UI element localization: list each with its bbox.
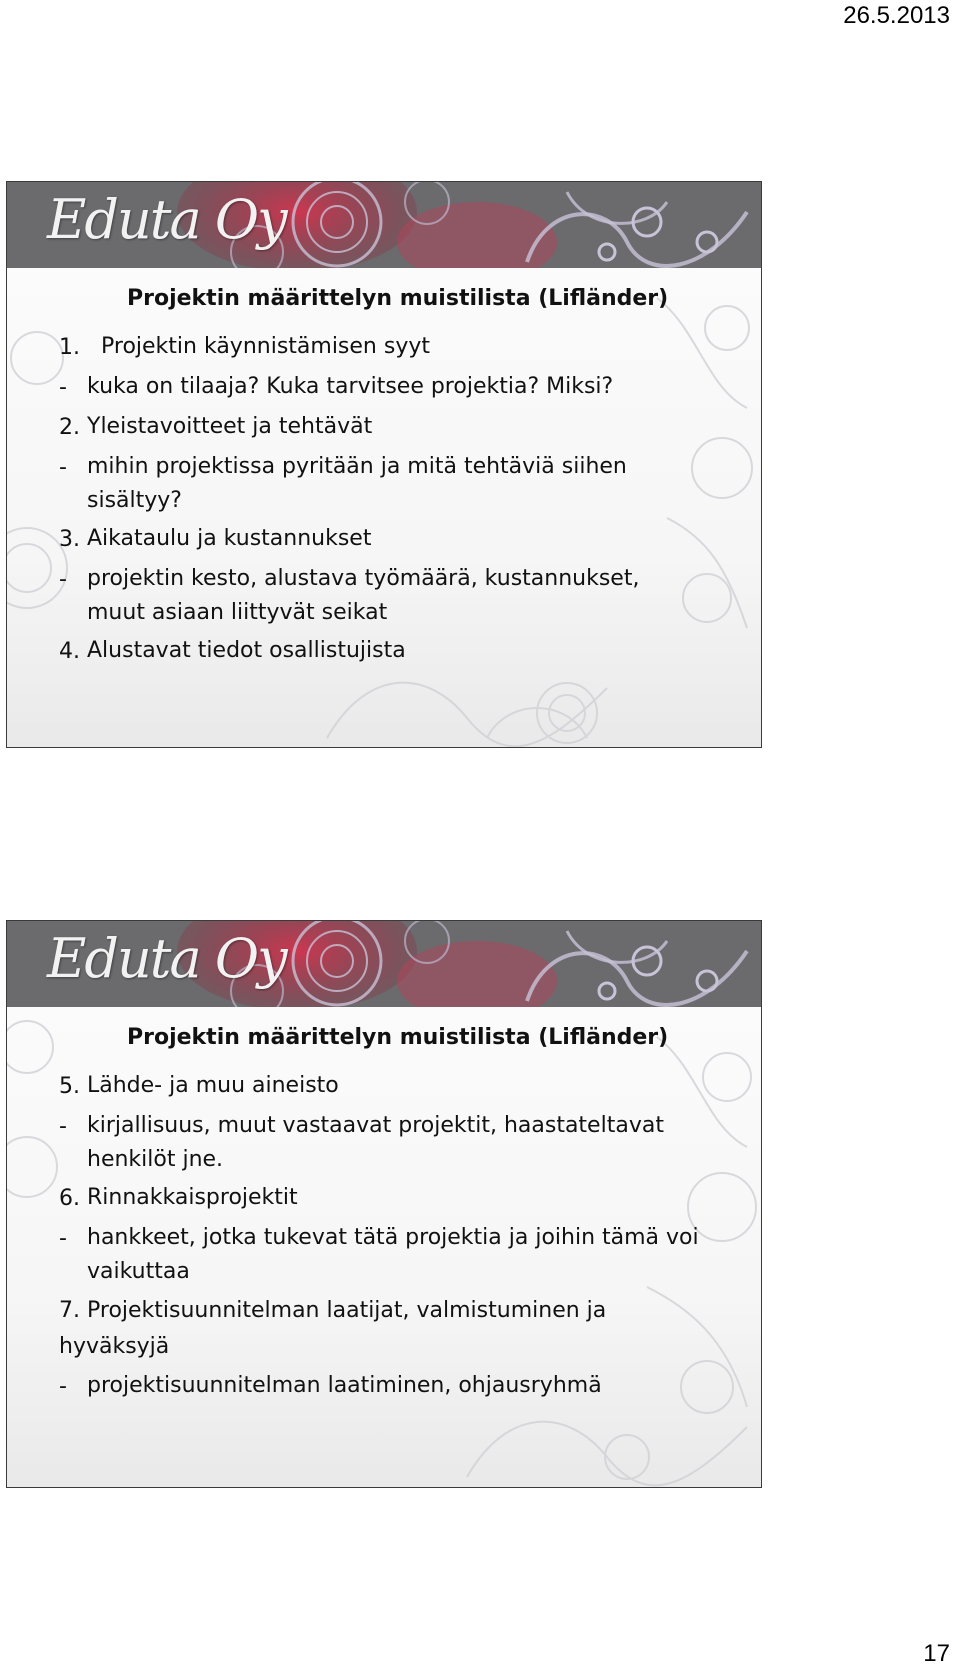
- list-marker: 2.: [59, 415, 80, 440]
- list-marker: 7.: [59, 1298, 80, 1323]
- list-item: [59, 1293, 719, 1365]
- list-item-text: Yleistavoitteet ja tehtävät: [87, 414, 373, 439]
- slide-content: [59, 268, 719, 670]
- list-marker: -: [59, 1114, 67, 1139]
- slide-title: Projektin määrittelyn muistilista (Lifländer): [127, 1025, 669, 1050]
- logo: Eduta Oy: [47, 927, 286, 990]
- list-item: [59, 1109, 719, 1177]
- slide-body: [7, 1007, 761, 1487]
- list-item: [59, 522, 719, 558]
- list-marker: 4.: [59, 639, 80, 664]
- slide-banner: [7, 182, 761, 268]
- list-marker: 6.: [59, 1186, 80, 1211]
- list-item-text: Projektin käynnistämisen syyt: [101, 334, 430, 359]
- list-item: [59, 370, 719, 406]
- list-item: [59, 410, 719, 446]
- list-marker: -: [59, 455, 67, 480]
- list-item-text: Rinnakkaisprojektit: [87, 1185, 298, 1210]
- list-item: [59, 562, 719, 630]
- slide-banner: [7, 921, 761, 1007]
- list-item-text: projektisuunnitelman laatiminen, ohjausryhmä: [87, 1373, 602, 1398]
- slide-title: Projektin määrittelyn muistilista (Lifländer): [127, 286, 669, 311]
- list-item-text: hankkeet, jotka tukevat tätä projektia ja joihin tämä voi vaikuttaa: [87, 1225, 699, 1284]
- list-marker: -: [59, 1226, 67, 1251]
- list-item: [59, 450, 719, 518]
- list-item: [59, 1181, 719, 1217]
- list-item: [59, 1369, 719, 1405]
- list-item: [59, 1069, 719, 1105]
- list-item-text: mihin projektissa pyritään ja mitä tehtäviä siihen sisältyy?: [87, 454, 627, 513]
- slide-body: [7, 268, 761, 747]
- page-number: 17: [923, 1640, 950, 1667]
- list-item-text: Aikataulu ja kustannukset: [87, 526, 372, 551]
- slide-2: [6, 920, 762, 1488]
- list-item-text: kuka on tilaaja? Kuka tarvitsee projektia? Miksi?: [87, 374, 614, 399]
- logo: Eduta Oy: [47, 188, 286, 251]
- list-marker: 5.: [59, 1074, 80, 1099]
- list-item-text: kirjallisuus, muut vastaavat projektit, haastateltavat henkilöt jne.: [87, 1113, 664, 1172]
- list-marker: 1.: [59, 335, 80, 360]
- page-date: 26.5.2013: [843, 2, 950, 29]
- list-marker: -: [59, 567, 67, 592]
- list-item: [59, 330, 719, 366]
- list-marker: -: [59, 1374, 67, 1399]
- list-marker: -: [59, 375, 67, 400]
- slide-content: [59, 1007, 719, 1405]
- list-item-text: Alustavat tiedot osallistujista: [87, 638, 406, 663]
- list-item: [59, 634, 719, 670]
- slide-1: [6, 181, 762, 748]
- list-item: [59, 1221, 719, 1289]
- list-item-text: Projektisuunnitelman laatijat, valmistuminen ja hyväksyjä: [59, 1298, 607, 1359]
- list-item-text: projektin kesto, alustava työmäärä, kustannukset, muut asiaan liittyvät seikat: [87, 566, 640, 625]
- list-marker: 3.: [59, 527, 80, 552]
- list-item-text: Lähde- ja muu aineisto: [87, 1073, 339, 1098]
